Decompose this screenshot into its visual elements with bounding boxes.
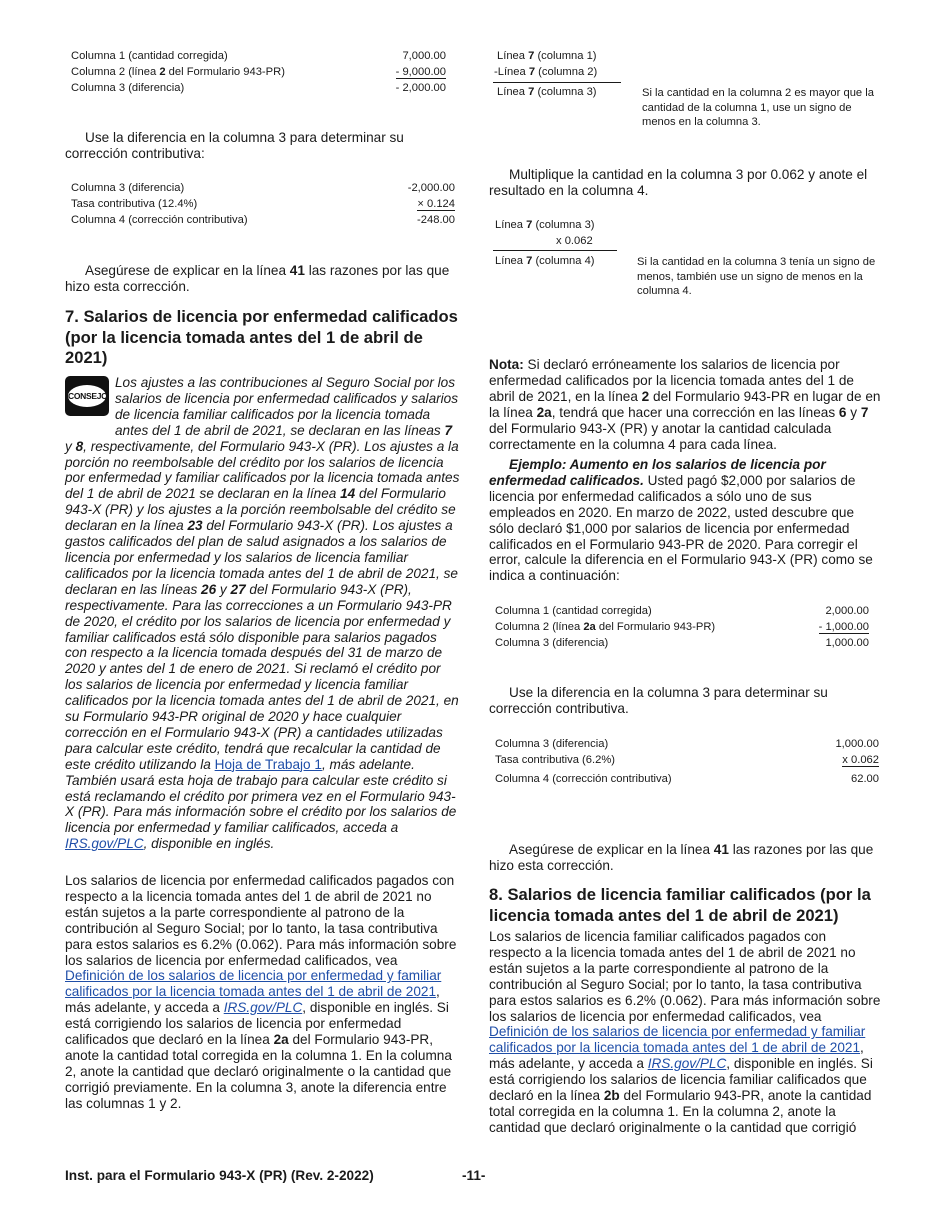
definition-link[interactable]: Definición de los salarios de licencia por enfermedad y familiar calificados por la licencia tomada antes del 1 de abril de 2021 (489, 1024, 866, 1056)
divider (493, 82, 621, 83)
table-row: Columna 3 (diferencia) 1,000.00 (495, 738, 879, 750)
note-column-2: Si la cantidad en la columna 2 es mayor que la cantidad de la columna 1, use un signo de menos en la columna 3. (642, 87, 874, 128)
irs-plc-link[interactable]: IRS.gov/PLC (223, 1000, 303, 1016)
table-row: Columna 4 (corrección contributiva) -248.00 (71, 214, 455, 226)
table-row: Tasa contributiva (6.2%) x 0.062 (495, 754, 879, 766)
multiply-text: Multiplique la cantidad en la columna 3 por 0.062 y anote el resultado en la columna 4. (489, 167, 868, 198)
nota-text: Nota: Si declaró erróneamente los salarios de licencia por enfermedad calificados por la licencia tomada antes del 1 de abril de 2021, en la línea 2 del Formulario 943-PR en lugar de en la línea 2a, tendrá que hacer una corrección en las líneas 6 y 7 del Formulario 943-X (PR) y anotar la cantidad calculada correctamente en la columna 4 para cada línea. (489, 357, 881, 452)
table-row: Columna 3 (diferencia) - 2,000.00 (71, 82, 446, 94)
example-text: Ejemplo: Aumento en los salarios de licencia por enfermedad calificados. Usted pagó $2,000 por salarios de licencia por enfermedad calificados a sólo uno de sus empleados en 2020. En marzo de 2022, usted descubre que sólo declaró $1,000 por salarios de licencia por enfermedad calificados en el Formulario 943-PR de 2020. Para corregir el error, calcule la diferencia en el Formulario 943-X (PR) como se indica a continuación: (489, 457, 873, 584)
use-difference-text: Use la diferencia en la columna 3 para determinar su corrección contributiva. (489, 685, 828, 716)
table-row: Columna 3 (diferencia) 1,000.00 (495, 637, 869, 649)
section-8-heading: 8. Salarios de licencia familiar calificados (por la licencia tomada antes del 1 de abril de 2021) (489, 885, 871, 925)
section-8-body: Los salarios de licencia familiar calificados pagados con respecto a la licencia tomada antes del 1 de abril de 2021 no están sujetos a la parte correspondiente al patrono de la contribución al Seguro Social; por lo tanto, la tasa contributiva para estos salarios es 6.2% (0.062). Para más información sobre los salarios de licencia por enfermedad calificados, vea Definición de los salarios de licencia por enfermedad y familiar calificados por la licencia tomada antes del 1 de abril de 2021, más adelante, y acceda a IRS.gov/PLC, disponible en inglés. Si está corrigiendo los salarios de licencia familiar calificados que declaró en la línea 2b del Formulario 943-PR, anote la cantidad total corregida en la columna 1. En la columna 2, anote la cantidad que declaró originalmente o la cantidad que corrigió (489, 929, 881, 1135)
divider (493, 250, 617, 251)
use-difference-text: Use la diferencia en la columna 3 para determinar su corrección contributiva: (65, 130, 404, 161)
table-row: Columna 3 (diferencia) -2,000.00 (71, 182, 455, 194)
definition-link[interactable]: Definición de los salarios de licencia por enfermedad y familiar calificados por la licencia tomada antes del 1 de abril de 2021 (65, 968, 442, 1000)
worksheet-1-link[interactable]: Hoja de Trabajo 1 (214, 756, 322, 772)
footer-form-title: Inst. para el Formulario 943-X (PR) (Rev. 2-2022) (65, 1168, 374, 1183)
explain-text: Asegúrese de explicar en la línea 41 las razones por las que hizo esta corrección. (489, 842, 874, 873)
section-7-body: Los salarios de licencia por enfermedad calificados pagados con respecto a la licencia tomada antes del 1 de abril de 2021 no están sujetos a la parte correspondiente al patrono de la contribución al Seguro Social; por lo tanto, la tasa contributiva para estos salarios es 6.2% (0.062). Para más información sobre los salarios de licencia por enfermedad calificados, vea Definición de los salarios de licencia por enfermedad y familiar calificados por la licencia tomada antes del 1 de abril de 2021, más adelante, y acceda a IRS.gov/PLC, disponible en inglés. Si está corrigiendo los salarios de licencia por enfermedad calificados que declaró en la línea 2a del Formulario 943-PR, anote la cantidad total corregida en la columna 1. En la columna 2, anote la cantidad que declaró originalmente o la cantidad que corrigió previamente. En la columna 3, anote la diferencia entre las columnas 1 y 2. (65, 873, 457, 1111)
table-row: Tasa contributiva (12.4%) × 0.124 (71, 198, 455, 210)
section-7-heading: 7. Salarios de licencia por enfermedad calificados (por la licencia tomada antes del 1 de abril de 2021) (65, 307, 458, 367)
consejo-icon: CONSEJO (65, 376, 109, 416)
tip-text: Los ajustes a las contribuciones al Seguro Social por los salarios de licencia por enfermedad calificados y salarios de licencia familiar calificados por la licencia tomada antes del 1 de abril de 2021, se declaran en las líneas 7 y 8, respectivamente, del Formulario 943-X (PR). Los ajustes a la porción no reembolsable del crédito por los salarios de licencia por enfermedad y familiar calificados por la licencia tomada antes del 1 de abril de 2021 se declaran en la línea 14 del Formulario 943-X (PR) y los ajustes a la porción reembolsable del crédito se declaran en la línea 23 del Formulario 943-X (PR). Los ajustes a gastos calificados del plan de salud asignados a los salarios de licencia por enfermedad y los salarios de licencia familiar calificados por la licencia tomada antes del 1 de abril de 2021, se declaran en las líneas 26 y 27 del Formulario 943-X (PR), respectivamente. Para las correcciones a un Formulario 943-PR de 2020, el crédito por los salarios de licencia por enfermedad y familiar calificados está sólo disponible para salarios pagados con respecto a la licencia tomada después del 31 de marzo de 2020 y antes del 1 de enero de 2021. Si reclamó el crédito por los salarios de licencia por enfermedad y licencia familiar calificados por la licencia tomada antes del 1 de abril de 2021, en su Formulario 943-PR original de 2020 y hace cualquier corrección en el Formulario 943-X (PR) a cantidades utilizadas para calcular este crédito, tendrá que recalcular la cantidad de este crédito utilizando la Hoja de Trabajo 1, más adelante. También usará esta hoja de trabajo para calcular este crédito si está reclamando el crédito por primera vez en el Formulario 943-X (PR). Para más información sobre el crédito por los salarios de licencia por enfermedad y familiar calificados, acceda a IRS.gov/PLC, disponible en inglés. (65, 375, 460, 852)
irs-plc-link[interactable]: IRS.gov/PLC (647, 1056, 727, 1072)
table-row: Columna 2 (línea 2a del Formulario 943-PR) - 1,000.00 (495, 621, 869, 633)
table-row: Columna 1 (cantidad corregida) 7,000.00 (71, 50, 446, 62)
page-number: -11- (462, 1168, 486, 1183)
table-row: Columna 4 (corrección contributiva) 62.00 (495, 773, 879, 785)
explain-text: Asegúrese de explicar en la línea 41 las razones por las que hizo esta corrección. (65, 263, 450, 294)
irs-plc-link[interactable]: IRS.gov/PLC (65, 836, 144, 852)
note-column-4: Si la cantidad en la columna 3 tenía un signo de menos, también use un signo de menos en la columna 4. (637, 256, 876, 297)
table-row: Columna 2 (línea 2 del Formulario 943-PR) - 9,000.00 (71, 66, 446, 78)
table-row: Columna 1 (cantidad corregida) 2,000.00 (495, 605, 869, 617)
